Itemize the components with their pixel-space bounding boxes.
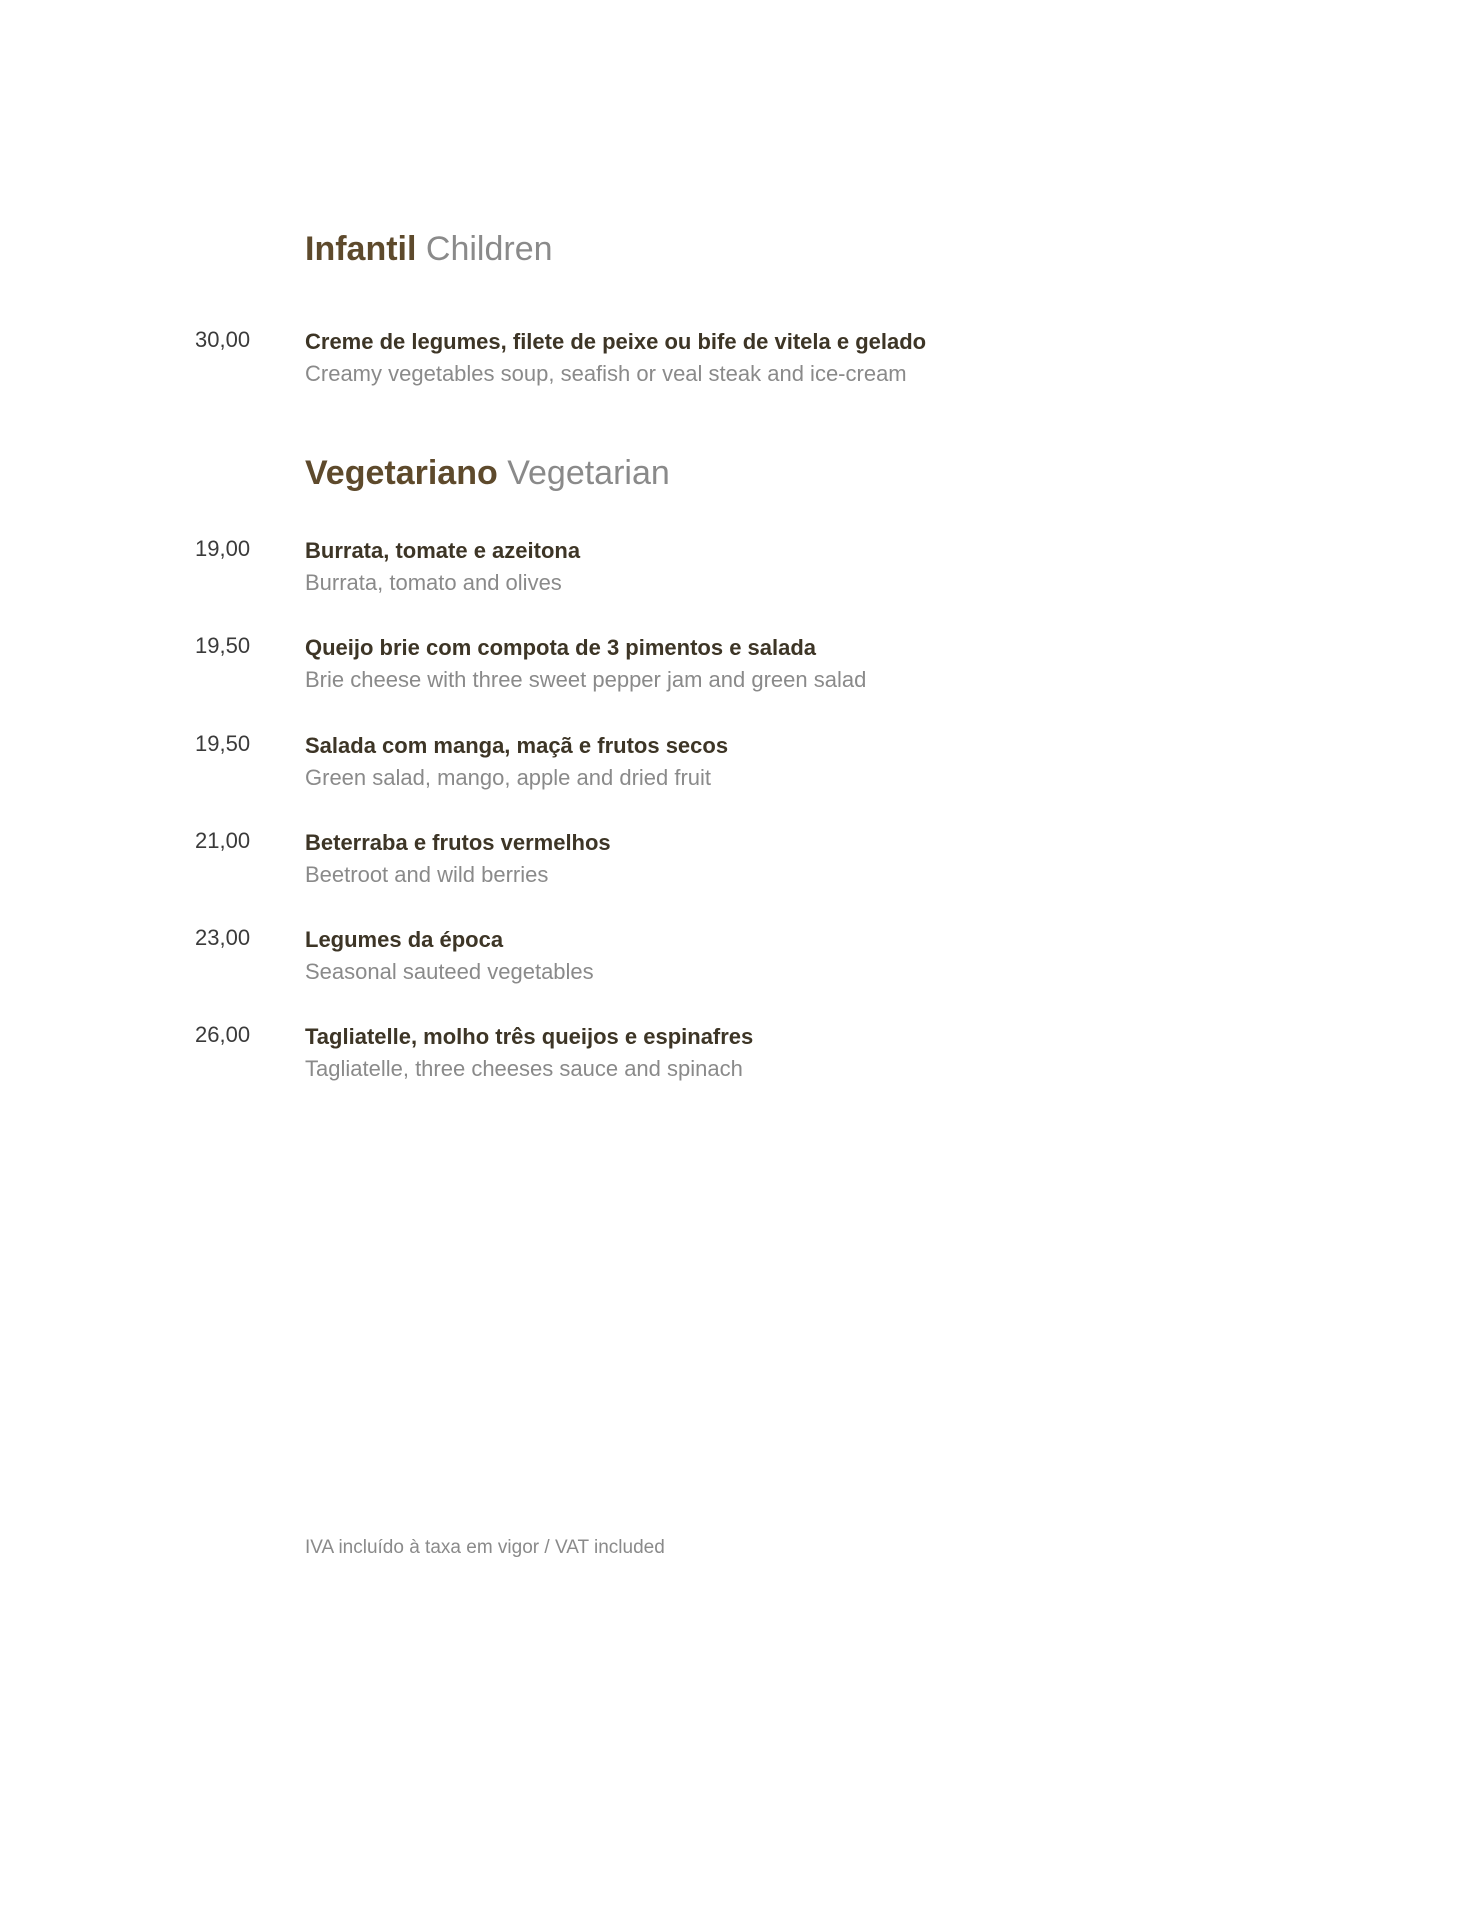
menu-item [0, 730, 1484, 800]
item-name-en: Beetroot and wild berries [305, 862, 549, 887]
section-title-pt: Infantil [305, 230, 417, 268]
item-price: 19,50 [195, 731, 251, 756]
section-title-pt: Vegetariano [305, 454, 498, 492]
menu-item [0, 535, 1484, 605]
item-name-en: Creamy vegetables soup, seafish or veal steak and ice-cream [305, 361, 907, 386]
item-name-en: Burrata, tomato and olives [305, 570, 562, 595]
section-title-en: Vegetarian [507, 454, 670, 492]
item-name-en: Tagliatelle, three cheeses sauce and spinach [305, 1056, 743, 1081]
item-price: 21,00 [195, 828, 251, 853]
item-name-pt: Beterraba e frutos vermelhos [305, 830, 611, 855]
section-title-vegetarian [305, 453, 670, 493]
item-name-pt: Legumes da época [305, 927, 504, 952]
item-price: 19,00 [195, 536, 251, 561]
item-name-pt: Salada com manga, maçã e frutos secos [305, 733, 729, 758]
item-price: 26,00 [195, 1022, 251, 1047]
menu-item [0, 632, 1484, 702]
section-title-en: Children [425, 230, 553, 268]
menu-item [0, 924, 1484, 994]
section-title-children [305, 229, 553, 269]
item-name-pt: Creme de legumes, filete de peixe ou bife de vitela e gelado [305, 329, 927, 354]
item-name-pt: Burrata, tomate e azeitona [305, 538, 581, 563]
item-name-pt: Tagliatelle, molho três queijos e espinafres [305, 1024, 754, 1049]
item-name-en: Brie cheese with three sweet pepper jam and green salad [305, 667, 867, 692]
item-name-en: Green salad, mango, apple and dried fruit [305, 765, 712, 790]
vat-note: IVA incluído à taxa em vigor / VAT included [305, 1537, 665, 1558]
item-price: 19,50 [195, 633, 251, 658]
item-price: 30,00 [195, 327, 251, 352]
item-price: 23,00 [195, 925, 251, 950]
item-name-pt: Queijo brie com compota de 3 pimentos e salada [305, 635, 817, 660]
menu-item [0, 326, 1484, 396]
menu-item [0, 827, 1484, 897]
item-name-en: Seasonal sauteed vegetables [305, 959, 594, 984]
menu-item [0, 1021, 1484, 1091]
